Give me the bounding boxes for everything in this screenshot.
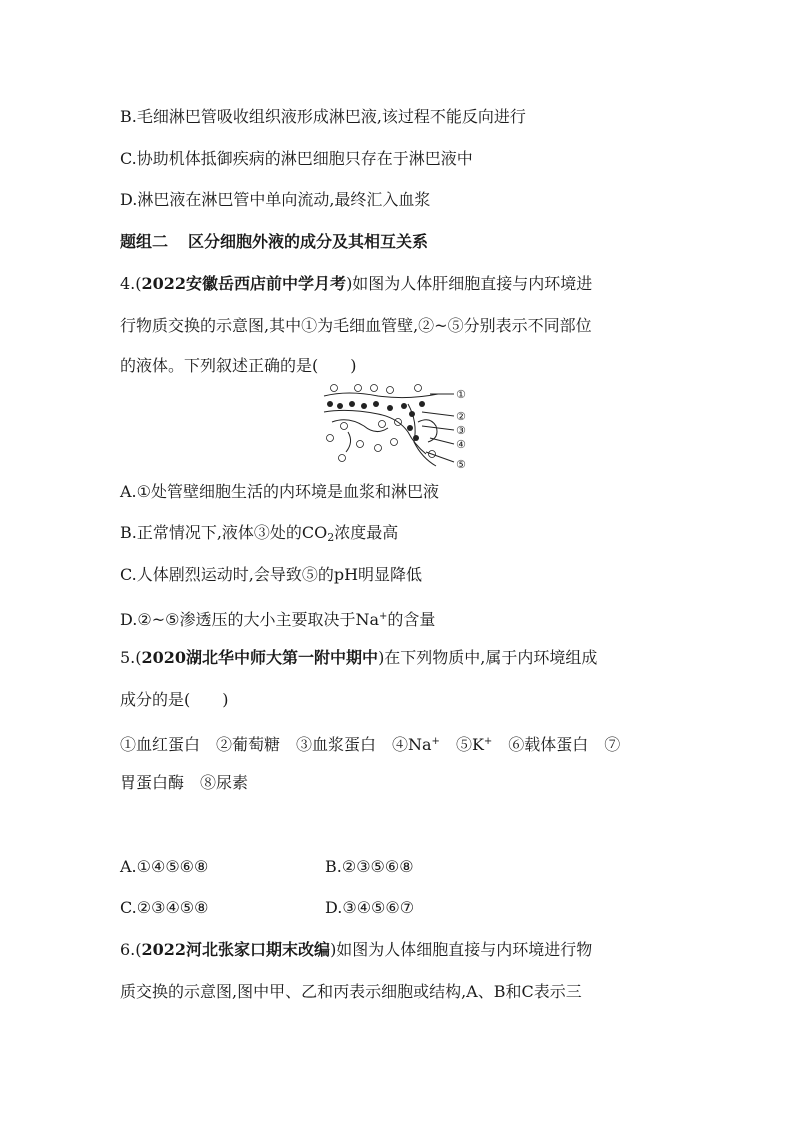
- q5-option-d: D.③④⑤⑥⑦: [325, 898, 415, 917]
- q6-source: 2022河北张家口期末改编: [141, 940, 331, 959]
- q3-option-b: B.毛细淋巴管吸收组织液形成淋巴液,该过程不能反向进行: [120, 107, 526, 126]
- q5-stem-line2: 成分的是( ): [120, 690, 229, 709]
- q4-option-d: D.②~⑤渗透压的大小主要取决于Na+的含量: [120, 610, 436, 629]
- figure-label-4: ④: [456, 438, 466, 451]
- section-heading: [120, 231, 428, 253]
- figure-label-3: ③: [456, 424, 466, 437]
- q4-stem-line2: 行物质交换的示意图,其中①为毛细血管壁,②~⑤分别表示不同部位: [120, 316, 592, 335]
- q5-option-c: C.②③④⑤⑧: [120, 898, 209, 917]
- q5-source: 2020湖北华中师大第一附中期中: [141, 648, 379, 667]
- figure-label-1: ①: [456, 388, 466, 401]
- q6-stem-line2: 质交换的示意图,图中甲、乙和丙表示细胞或结构,A、B和C表示三: [120, 982, 582, 1001]
- q6-stem-line1: 6.(2022河北张家口期末改编)如图为人体细胞直接与内环境进行物: [120, 940, 593, 959]
- q5-items-line2: 胃蛋白酶 ⑧尿素: [120, 773, 249, 792]
- q4-source: 2022安徽岳西店前中学月考: [141, 274, 347, 293]
- figure-label-2: ②: [456, 410, 466, 423]
- figure-label-5: ⑤: [456, 458, 466, 471]
- section-label: 题组二: [120, 232, 169, 251]
- q4-option-c: C.人体剧烈运动时,会导致⑤的pH明显降低: [120, 565, 423, 584]
- q3-option-d: D.淋巴液在淋巴管中单向流动,最终汇入血浆: [120, 190, 431, 209]
- liver-cell-diagram: [318, 382, 478, 474]
- q4-stem-text1: )如图为人体肝细胞直接与内环境进: [346, 274, 593, 293]
- q4-number: 4.(: [120, 274, 142, 293]
- section-title: 区分细胞外液的成分及其相互关系: [188, 232, 429, 251]
- q4-option-b: B.正常情况下,液体③处的$CO_2$浓度最高: [120, 523, 399, 544]
- q4-option-a: A.①处管壁细胞生活的内环境是血浆和淋巴液: [120, 482, 439, 501]
- q4-stem-line1: [120, 273, 592, 295]
- q5-option-a: A.①④⑤⑥⑧: [120, 857, 209, 876]
- q5-stem-line1: 5.(2020湖北华中师大第一附中期中)在下列物质中,属于内环境组成: [120, 648, 598, 667]
- q5-option-b: B.②③⑤⑥⑧: [325, 857, 414, 876]
- q5-items-line1: ①血红蛋白 ②葡萄糖 ③血浆蛋白 ④Na+ ⑤K+ ⑥载体蛋白 ⑦: [120, 735, 621, 754]
- q3-option-c: C.协助机体抵御疾病的淋巴细胞只存在于淋巴液中: [120, 149, 473, 168]
- q4-stem-line3: 的液体。下列叙述正确的是( ): [120, 356, 357, 375]
